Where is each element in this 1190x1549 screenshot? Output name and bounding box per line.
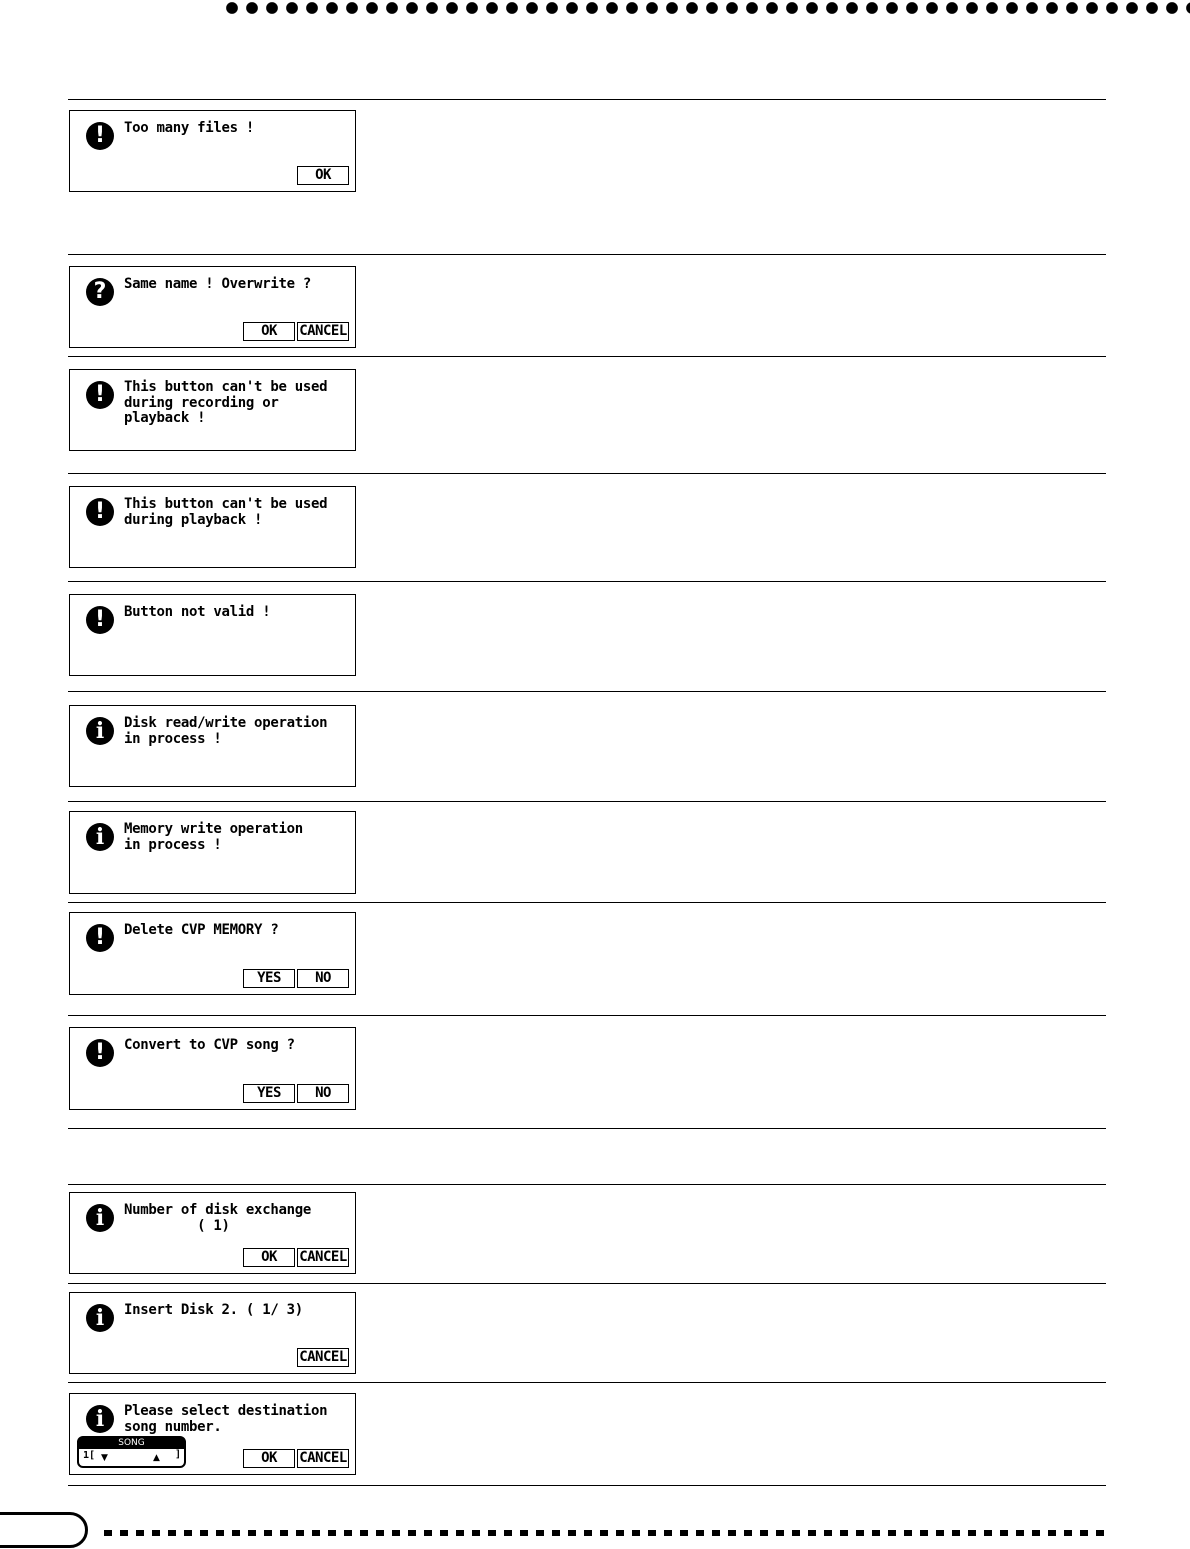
dialog-panel — [69, 705, 356, 787]
dialog-buttons — [243, 969, 349, 988]
dialog-message: Too many files ! — [124, 120, 255, 136]
yes-button[interactable]: YES — [243, 1084, 295, 1103]
ok-button[interactable]: OK — [243, 1449, 295, 1468]
ok-button[interactable]: OK — [243, 1248, 295, 1267]
dialog-panel — [69, 266, 356, 348]
dialog-panel — [69, 912, 356, 995]
song-number-value: 1[ — [83, 1450, 96, 1461]
no-button[interactable]: NO — [297, 1084, 349, 1103]
section-rule — [68, 902, 1106, 903]
info-icon: i — [86, 717, 114, 745]
dialog-panel — [69, 369, 356, 451]
section-rule — [68, 801, 1106, 802]
info-icon: i — [86, 823, 114, 851]
dialog-buttons — [297, 1348, 349, 1367]
section-rule — [68, 1184, 1106, 1185]
section-rule — [68, 254, 1106, 255]
section-rule — [68, 691, 1106, 692]
section-rule — [68, 1283, 1106, 1284]
section-rule — [68, 1485, 1106, 1486]
section-rule — [68, 473, 1106, 474]
dialog-message: Memory write operation in process ! — [124, 821, 303, 853]
increment-arrow-icon[interactable]: ▲ — [153, 1453, 160, 1463]
info-icon: i — [86, 1304, 114, 1332]
dialog-message: This button can't be used during recording or playback ! — [124, 379, 328, 426]
bottom-dash-border — [104, 1530, 1106, 1538]
page-number-tab — [0, 1512, 88, 1548]
section-rule — [68, 1382, 1106, 1383]
section-rule — [68, 1128, 1106, 1129]
dialog-panel — [69, 1393, 356, 1475]
dialog-buttons — [297, 166, 349, 185]
dialog-buttons — [243, 1248, 349, 1267]
cancel-button[interactable]: CANCEL — [297, 1348, 349, 1367]
info-icon: i — [86, 1405, 114, 1433]
top-dot-border — [222, 0, 1190, 16]
exclamation-icon: ! — [86, 498, 114, 526]
exclamation-icon: ! — [86, 381, 114, 409]
exclamation-icon: ! — [86, 1039, 114, 1067]
ok-button[interactable]: OK — [243, 322, 295, 341]
dialog-panel — [69, 486, 356, 568]
dialog-panel — [69, 594, 356, 676]
dialog-message: Button not valid ! — [124, 604, 271, 620]
dialog-buttons — [243, 1449, 349, 1468]
cancel-button[interactable]: CANCEL — [297, 1248, 349, 1267]
dialog-message: Please select destination song number. — [124, 1403, 328, 1435]
dialog-panel — [69, 1292, 356, 1374]
decrement-arrow-icon[interactable]: ▼ — [101, 1453, 108, 1463]
exclamation-icon: ! — [86, 924, 114, 952]
section-rule — [68, 1015, 1106, 1016]
question-icon: ? — [86, 278, 114, 306]
info-icon: i — [86, 1204, 114, 1232]
song-number-selector[interactable] — [77, 1436, 186, 1468]
yes-button[interactable]: YES — [243, 969, 295, 988]
section-rule — [68, 99, 1106, 100]
dialog-panel — [69, 1027, 356, 1110]
song-label: SONG — [79, 1438, 184, 1449]
dialog-message: Same name ! Overwrite ? — [124, 276, 311, 292]
cancel-button[interactable]: CANCEL — [297, 1449, 349, 1468]
dialog-message: Convert to CVP song ? — [124, 1037, 295, 1053]
section-rule — [68, 581, 1106, 582]
exclamation-icon: ! — [86, 606, 114, 634]
cancel-button[interactable]: CANCEL — [297, 322, 349, 341]
dialog-message: Disk read/write operation in process ! — [124, 715, 328, 747]
dialog-buttons — [243, 1084, 349, 1103]
section-rule — [68, 356, 1106, 357]
dialog-message: This button can't be used during playback ! — [124, 496, 328, 528]
dialog-panel — [69, 1192, 356, 1274]
song-bracket: ] — [174, 1449, 181, 1460]
ok-button[interactable]: OK — [297, 166, 349, 185]
exclamation-icon: ! — [86, 122, 114, 150]
dialog-message: Insert Disk 2. ( 1/ 3) — [124, 1302, 303, 1318]
dialog-buttons — [243, 322, 349, 341]
no-button[interactable]: NO — [297, 969, 349, 988]
dialog-panel — [69, 811, 356, 894]
dialog-message: Number of disk exchange ( 1) — [124, 1202, 311, 1234]
dialog-panel — [69, 110, 356, 192]
dialog-message: Delete CVP MEMORY ? — [124, 922, 279, 938]
